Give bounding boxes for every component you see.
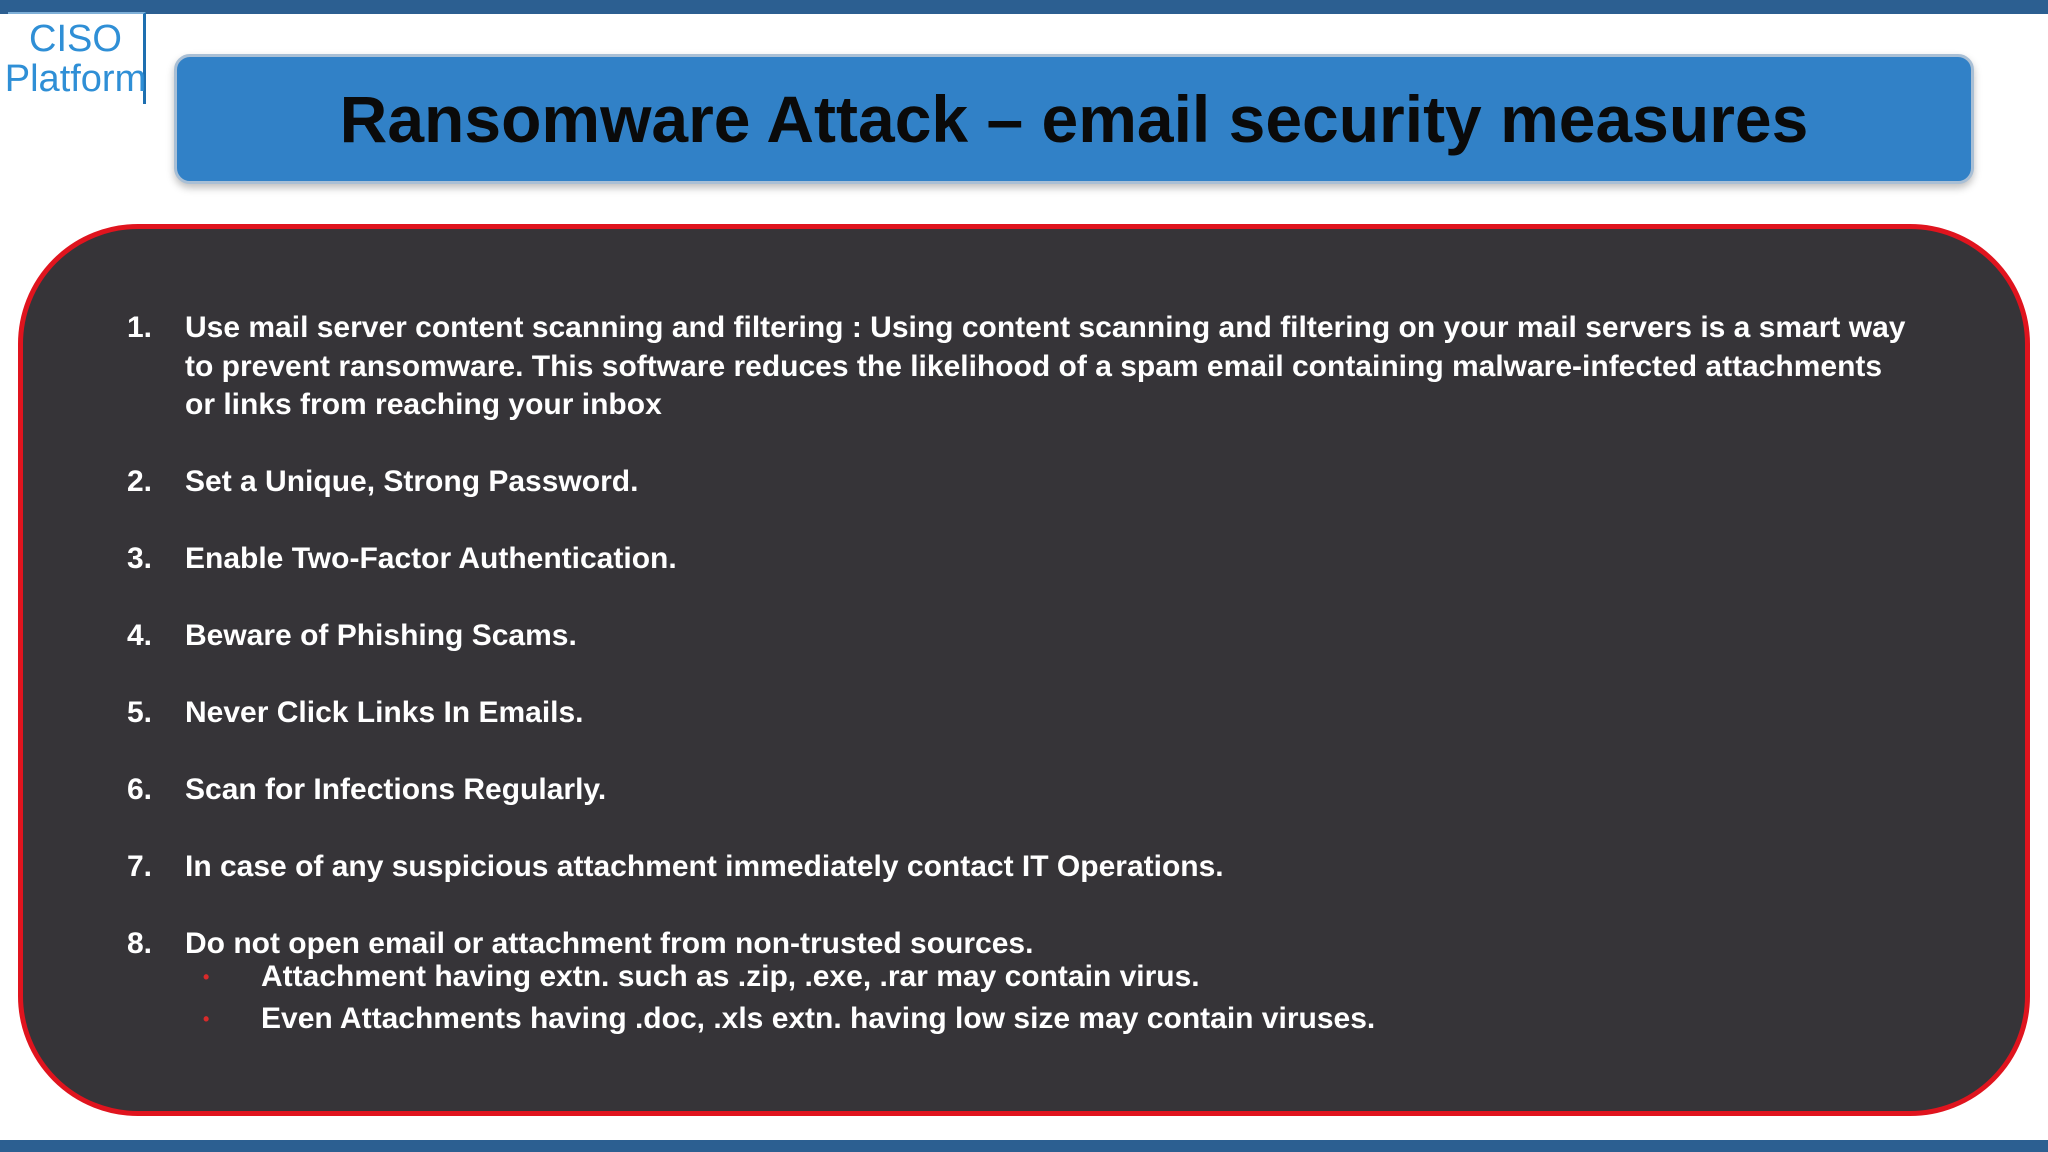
logo-line-1: CISO xyxy=(29,18,122,60)
item-text: Scan for Infections Regularly. xyxy=(185,773,607,806)
item-text: In case of any suspicious attachment immediately contact IT Operations. xyxy=(185,850,1224,883)
measures-list xyxy=(127,309,1907,1086)
item-text: Use mail server content scanning and filtering : Using content scanning and filtering on your mail servers is a smart way to prevent ransomware. This software reduces the likelihood of a spam email containing malware-infected attachments or links from reaching your inbox xyxy=(185,311,1906,421)
list-item xyxy=(127,617,1907,656)
item-number: 7. xyxy=(127,850,153,883)
list-item xyxy=(127,540,1907,579)
item-body xyxy=(185,925,1907,1048)
list-item xyxy=(127,694,1907,733)
list-item xyxy=(127,771,1907,810)
item-number: 1. xyxy=(127,311,153,344)
item-text: Beware of Phishing Scams. xyxy=(185,619,577,652)
sub-list-item xyxy=(185,958,1907,996)
ciso-platform-logo xyxy=(4,12,147,104)
sub-list xyxy=(185,958,1907,1038)
item-text: Set a Unique, Strong Password. xyxy=(185,465,639,498)
list-item xyxy=(127,848,1907,887)
item-text: Enable Two-Factor Authentication. xyxy=(185,542,677,575)
item-number: 2. xyxy=(127,465,153,498)
list-item xyxy=(127,309,1907,425)
sub-item-text: Attachment having extn. such as .zip, .exe, .rar may contain virus. xyxy=(261,959,1200,993)
logo-line-2: Platform xyxy=(4,58,147,100)
item-number: 4. xyxy=(127,619,153,652)
title-banner xyxy=(174,54,1974,184)
item-number: 5. xyxy=(127,696,153,729)
item-number: 8. xyxy=(127,927,153,960)
list-item xyxy=(127,463,1907,502)
list-item xyxy=(127,925,1907,1048)
content-panel xyxy=(18,224,2030,1116)
bottom-bar xyxy=(0,1140,2048,1152)
bullet-icon: • xyxy=(203,1008,210,1029)
sub-list-item xyxy=(185,1000,1907,1038)
slide-title: Ransomware Attack – email security measures xyxy=(339,82,1809,156)
item-number: 6. xyxy=(127,773,153,806)
top-bar xyxy=(0,0,2048,14)
item-text: Never Click Links In Emails. xyxy=(185,696,584,729)
item-text: Do not open email or attachment from non-trusted sources. xyxy=(185,927,1034,960)
sub-item-text: Even Attachments having .doc, .xls extn. having low size may contain viruses. xyxy=(261,1001,1376,1035)
bullet-icon: • xyxy=(203,966,210,987)
item-number: 3. xyxy=(127,542,153,575)
